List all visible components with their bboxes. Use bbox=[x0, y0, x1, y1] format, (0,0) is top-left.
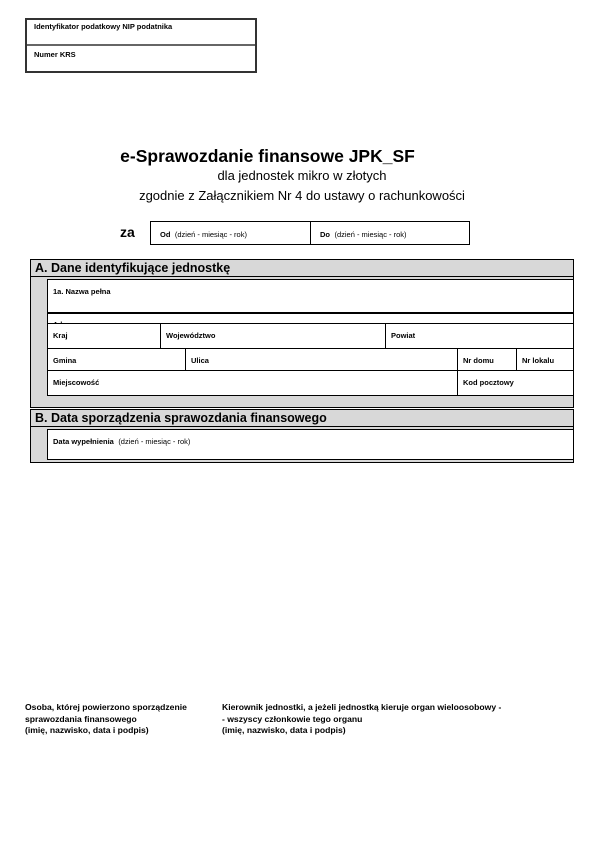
nr-domu-label: Nr domu bbox=[463, 356, 494, 365]
signature-caption-preparer bbox=[25, 702, 220, 737]
powiat-label: Powiat bbox=[391, 331, 416, 340]
nazwa-pelna-label: 1a. Nazwa pełna bbox=[53, 287, 111, 296]
nip-field[interactable] bbox=[27, 20, 255, 46]
section-a bbox=[30, 259, 574, 408]
nr-lokalu-label: Nr lokalu bbox=[522, 356, 555, 365]
ulica-field[interactable] bbox=[185, 348, 458, 371]
nr-domu-field[interactable] bbox=[457, 348, 517, 371]
kod-pocztowy-field[interactable] bbox=[457, 370, 574, 396]
signature-left-line3: (imię, nazwisko, data i podpis) bbox=[25, 725, 149, 736]
signature-left-line2: sprawozdania finansowego bbox=[25, 713, 137, 724]
signature-right-line1: Kierownik jednostki, a jeżeli jednostką kieruje organ wieloosobowy - bbox=[222, 702, 502, 712]
page-title: e-Sprawozdanie finansowe JPK_SF bbox=[120, 146, 415, 166]
wojewodztwo-label: Województwo bbox=[166, 331, 216, 340]
period-to-hint: (dzień - miesiąc - rok) bbox=[334, 230, 407, 239]
gmina-field[interactable] bbox=[47, 348, 186, 371]
period-to-field[interactable] bbox=[311, 222, 469, 244]
data-wypelnienia-field[interactable] bbox=[47, 429, 574, 460]
page-subtitle-2: zgodnie z Załącznikiem Nr 4 do ustawy o rachunkowości bbox=[139, 188, 465, 203]
section-b bbox=[30, 409, 574, 463]
nazwa-pelna-field[interactable] bbox=[47, 279, 574, 313]
signature-caption-manager bbox=[222, 702, 587, 737]
signature-right-line3: (imię, nazwisko, data i podpis) bbox=[222, 725, 346, 736]
ulica-label: Ulica bbox=[191, 356, 209, 365]
kraj-field[interactable] bbox=[47, 323, 161, 349]
nr-lokalu-field[interactable] bbox=[516, 348, 574, 371]
krs-field-label: Numer KRS bbox=[34, 50, 76, 59]
kraj-label: Kraj bbox=[53, 331, 68, 340]
section-a-header: A. Dane identyfikujące jednostkę bbox=[31, 260, 573, 277]
period-to-label: Do bbox=[320, 230, 330, 239]
section-b-header: B. Data sporządzenia sprawozdania finansowego bbox=[31, 410, 573, 427]
gmina-label: Gmina bbox=[53, 356, 77, 365]
data-wypelnienia-label: Data wypełnienia bbox=[53, 437, 114, 446]
period-za-label: za bbox=[120, 224, 135, 240]
miejscowosc-label: Miejscowość bbox=[53, 378, 100, 387]
miejscowosc-field[interactable] bbox=[47, 370, 458, 396]
data-wypelnienia-hint: (dzień - miesiąc - rok) bbox=[118, 437, 191, 446]
wojewodztwo-field[interactable] bbox=[160, 323, 386, 349]
krs-field[interactable] bbox=[27, 48, 255, 71]
kod-pocztowy-label: Kod pocztowy bbox=[463, 378, 514, 387]
period-from-label: Od bbox=[160, 230, 171, 239]
signature-left-line1: Osoba, której powierzono sporządzenie bbox=[25, 702, 187, 712]
powiat-field[interactable] bbox=[385, 323, 574, 349]
page-subtitle-1: dla jednostek mikro w złotych bbox=[217, 168, 387, 183]
period-from-field[interactable] bbox=[151, 222, 311, 244]
signature-right-line2: - wszyscy członkowie tego organu bbox=[222, 713, 363, 724]
taxpayer-id-box bbox=[25, 18, 257, 73]
nip-field-label: Identyfikator podatkowy NIP podatnika bbox=[34, 22, 173, 31]
period-from-hint: (dzień - miesiąc - rok) bbox=[174, 230, 247, 239]
period-box bbox=[150, 221, 470, 245]
